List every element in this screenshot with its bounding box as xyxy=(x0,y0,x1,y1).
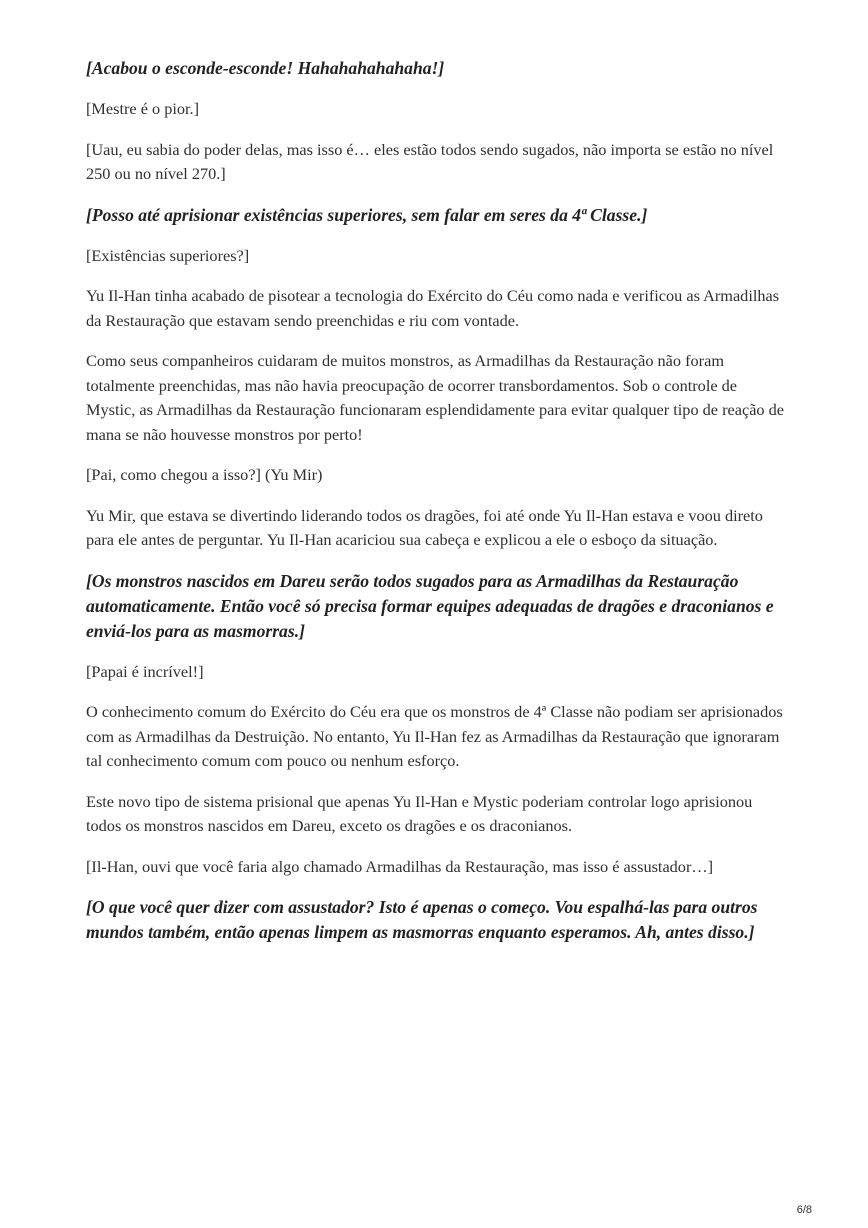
paragraph-5: [Existências superiores?] xyxy=(86,245,250,265)
document-page xyxy=(86,56,786,961)
paragraph-3: [Uau, eu sabia do poder delas, mas isso é… eles estão todos sendo sugados, não importa se estão no nível 250 ou no nível 270.] xyxy=(86,139,774,183)
paragraph-2: [Mestre é o pior.] xyxy=(86,99,200,118)
paragraph-13: Este novo tipo de sistema prisional que apenas Yu Il-Han e Mystic poderiam controlar logo aprisionou todos os monstros nascidos em Dareu, exceto os dragões e os draconianos. xyxy=(86,791,753,835)
paragraph-6: Yu Il-Han tinha acabado de pisotear a tecnologia do Exército do Céu como nada e verificou as Armadilhas da Restauração que estavam sendo preenchidas e riu com vontade. xyxy=(86,286,780,330)
paragraph-15: [O que você quer dizer com assustador? Isto é apenas o começo. Vou espalhá-las para outros mundos também, então apenas limpem as masmorras enquanto esperamos. Ah, antes disso.] xyxy=(86,897,758,942)
paragraph-9: Yu Mir, que estava se divertindo liderando todos os dragões, foi até onde Yu Il-Han estava e voou direto para ele antes de perguntar. Yu Il-Han acariciou sua cabeça e explicou a ele o esboço da situação. xyxy=(86,505,763,549)
paragraph-8: [Pai, como chegou a isso?] (Yu Mir) xyxy=(86,465,323,484)
paragraph-10: [Os monstros nascidos em Dareu serão todos sugados para as Armadilhas da Restauração automaticamente. Então você só precisa formar equipes adequadas de dragões e draconianos e enviá-los para as masmorras.] xyxy=(86,570,774,641)
paragraph-11: [Papai é incrível!] xyxy=(86,661,204,681)
paragraph-14: [Il-Han, ouvi que você faria algo chamado Armadilhas da Restauração, mas isso é assustador…] xyxy=(86,856,714,876)
page-number: 6/8 xyxy=(796,1204,812,1216)
paragraph-4: [Posso até aprisionar existências superiores, sem falar em seres da 4ª Classe.] xyxy=(86,204,648,225)
paragraph-12: O conhecimento comum do Exército do Céu era que os monstros de 4ª Classe não podiam ser aprisionados com as Armadilhas da Destruição. No entanto, Yu Il-Han fez as Armadilhas da Restauração que ignoraram tal conhecimento comum com pouco ou nenhum esforço. xyxy=(86,702,783,770)
paragraph-1: [Acabou o esconde-esconde! Hahahahahahaha!] xyxy=(86,58,445,78)
paragraph-7: Como seus companheiros cuidaram de muitos monstros, as Armadilhas da Restauração não foram totalmente preenchidas, mas não havia preocupação de ocorrer transbordamentos. Sob o controle de Mystic, as Armadilhas da Restauração funcionaram esplendidamente para evitar qualquer tipo de reação de mana se não houvesse monstros por perto! xyxy=(86,351,785,444)
